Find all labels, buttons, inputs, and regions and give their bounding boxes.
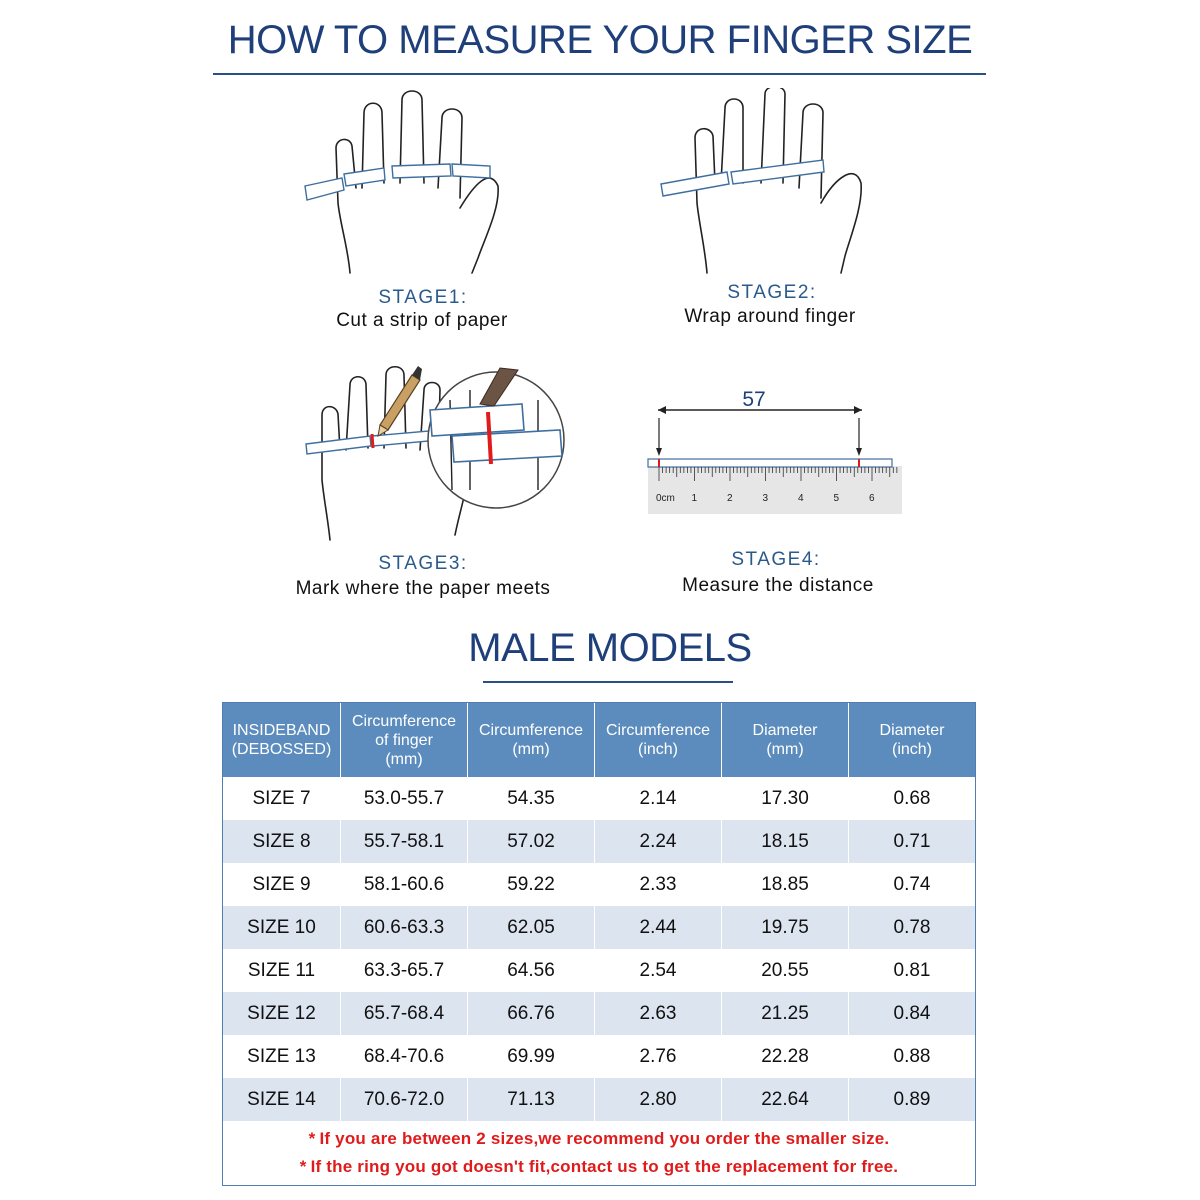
- table-cell: SIZE 9: [223, 863, 341, 906]
- section-title: MALE MODELS: [468, 626, 752, 670]
- table-cell: 69.99: [468, 1035, 595, 1078]
- table-cell: SIZE 12: [223, 992, 341, 1035]
- note-star: *: [308, 1129, 316, 1148]
- table-row: [223, 820, 975, 863]
- table-cell: 0.84: [893, 1002, 931, 1024]
- table-cell: 60.6-63.3: [341, 906, 468, 949]
- table-row: [223, 949, 975, 992]
- table-header-cell: Circumference (mm): [468, 703, 595, 777]
- note-line: [223, 1125, 975, 1153]
- table-cell: 0.81: [893, 959, 931, 981]
- stage1-heading: STAGE1:: [378, 287, 468, 308]
- table-cell: 71.13: [468, 1078, 595, 1121]
- stage3-heading: STAGE3:: [378, 553, 468, 574]
- table-header-cell: Diameter (inch): [879, 722, 945, 758]
- table-cell: 0.71: [893, 830, 931, 852]
- table-cell: 65.7-68.4: [341, 992, 468, 1035]
- stage2-description: Wrap around finger: [684, 306, 856, 327]
- ruler-tick-label: 4: [798, 493, 804, 504]
- table-cell: 2.80: [595, 1078, 722, 1121]
- table-row: [223, 992, 975, 1035]
- table-cell: 18.85: [722, 863, 849, 906]
- table-cell: 2.44: [595, 906, 722, 949]
- table-cell: 54.35: [468, 777, 595, 820]
- size-table: [222, 702, 976, 1186]
- ruler-tick-label: 5: [833, 493, 840, 504]
- table-cell: 0.74: [893, 873, 931, 895]
- table-notes: [223, 1125, 975, 1181]
- table-cell: 18.15: [722, 820, 849, 863]
- note-text: If you are between 2 sizes,we recommend you order the smaller size.: [319, 1129, 890, 1148]
- ruler-measurement: 57: [742, 388, 766, 411]
- table-cell: 64.56: [468, 949, 595, 992]
- table-cell: 0.78: [893, 916, 931, 938]
- note-star: *: [299, 1157, 307, 1176]
- table-cell: SIZE 13: [223, 1035, 341, 1078]
- table-cell: 2.54: [595, 949, 722, 992]
- table-cell: 68.4-70.6: [341, 1035, 468, 1078]
- stage4-heading: STAGE4:: [731, 549, 821, 570]
- table-header-cell: Circumference (inch): [595, 703, 722, 777]
- table-cell: 2.24: [595, 820, 722, 863]
- stage1-hand-illustration: [300, 88, 520, 278]
- table-cell: 2.14: [595, 777, 722, 820]
- stage1-description: Cut a strip of paper: [336, 310, 508, 331]
- stage3-description: Mark where the paper meets: [295, 578, 551, 599]
- table-cell: 53.0-55.7: [341, 777, 468, 820]
- table-cell: 20.55: [722, 949, 849, 992]
- table-cell: SIZE 7: [223, 777, 341, 820]
- table-cell: 70.6-72.0: [341, 1078, 468, 1121]
- table-header-cell: INSIDEBAND (DEBOSSED): [223, 703, 341, 777]
- table-cell: 66.76: [468, 992, 595, 1035]
- table-cell: 0.68: [893, 787, 931, 809]
- stage4-description: Measure the distance: [682, 575, 874, 596]
- table-cell: 63.3-65.7: [341, 949, 468, 992]
- table-row: [223, 906, 975, 949]
- table-row: [223, 777, 975, 820]
- table-cell: 57.02: [468, 820, 595, 863]
- table-header-cell: Diameter (mm): [722, 703, 849, 777]
- table-body: [223, 777, 975, 1121]
- stage2-hand-illustration: [655, 88, 875, 278]
- ruler-tick-label: 3: [762, 493, 769, 504]
- table-cell: 0.89: [893, 1088, 931, 1110]
- table-row: [223, 1035, 975, 1078]
- table-header-row: [223, 703, 975, 777]
- ruler-unit-label: 0cm: [656, 493, 675, 504]
- table-cell: SIZE 14: [223, 1078, 341, 1121]
- table-header-cell: Circumference of finger (mm): [341, 703, 468, 777]
- table-cell: 2.63: [595, 992, 722, 1035]
- table-cell: 59.22: [468, 863, 595, 906]
- table-cell: 22.64: [722, 1078, 849, 1121]
- table-cell: 2.76: [595, 1035, 722, 1078]
- ruler-tick-label: 2: [727, 493, 733, 504]
- table-row: [223, 1078, 975, 1121]
- table-cell: 19.75: [722, 906, 849, 949]
- stage4-ruler-illustration: [646, 380, 906, 520]
- table-cell: SIZE 8: [223, 820, 341, 863]
- table-cell: 2.33: [595, 863, 722, 906]
- table-cell: 55.7-58.1: [341, 820, 468, 863]
- table-cell: 17.30: [722, 777, 849, 820]
- table-cell: SIZE 11: [223, 949, 341, 992]
- section-divider: [483, 681, 733, 683]
- stage3-hand-illustration: [300, 360, 570, 550]
- title-divider: [213, 73, 986, 75]
- table-cell: 21.25: [722, 992, 849, 1035]
- ruler-tick-label: 1: [691, 493, 698, 504]
- ruler-tick-label: 6: [869, 493, 875, 504]
- page-title: HOW TO MEASURE YOUR FINGER SIZE: [227, 18, 973, 62]
- table-cell: 58.1-60.6: [341, 863, 468, 906]
- note-text: If the ring you got doesn't fit,contact us to get the replacement for free.: [310, 1157, 899, 1176]
- table-cell: 22.28: [722, 1035, 849, 1078]
- note-line: [223, 1153, 975, 1181]
- table-cell: SIZE 10: [223, 906, 341, 949]
- stage2-heading: STAGE2:: [727, 282, 817, 303]
- table-row: [223, 863, 975, 906]
- table-cell: 62.05: [468, 906, 595, 949]
- table-cell: 0.88: [893, 1045, 931, 1067]
